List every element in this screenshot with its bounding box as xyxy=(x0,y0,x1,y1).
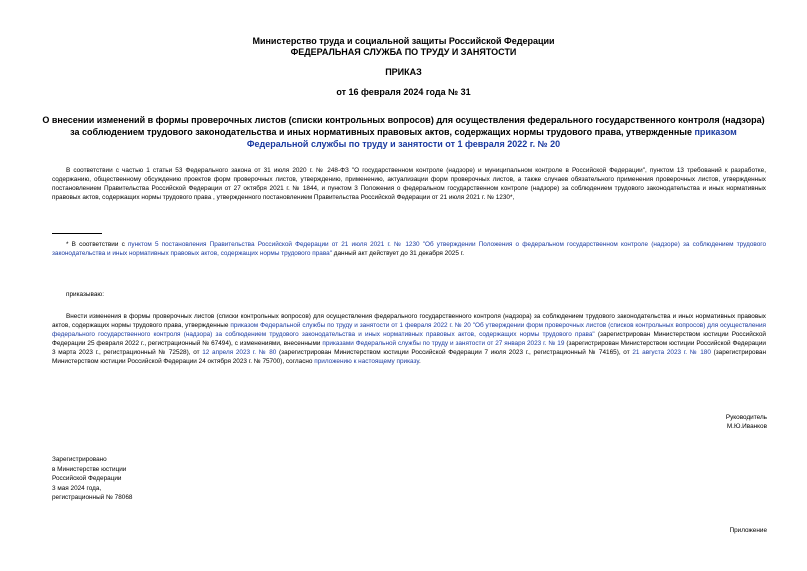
title-text: О внесении изменений в формы проверочных листов (списки контрольных вопросов) для осуществления федерального государственного контроля (надзора) за соблюдением трудового законодательства и иных нормативных правовых актов, содержащих нормы трудового права, утвержденные xyxy=(42,115,765,137)
body-text-4: (зарегистрирован Министерством юстиции Российской Федерации 7 июля 2023 г., регистрационный № 74165), от xyxy=(276,349,633,357)
body-link-order-80[interactable]: 12 апреля 2023 г. № 80 xyxy=(202,349,277,357)
document-title xyxy=(40,114,767,150)
preamble-paragraph xyxy=(52,166,766,202)
body-text-2: (зарегистрирован Министерством юстиции Российской Федерации 25 февраля 2022 г., регистрационный № 67494), с изменениями, внесенными xyxy=(52,331,766,348)
attachment-label: Приложение xyxy=(729,527,767,534)
registration-line: Зарегистрировано xyxy=(52,456,107,463)
footnote-link[interactable]: пунктом 5 постановления Правительства Российской Федерации от 21 июля 2021 г. № 1230 "Об утверждении Положения о федеральном государственном контроле (надзоре) за соблюдением трудового законодательства и иных нормативных правовых актов, содержащих нормы трудового права" xyxy=(52,241,766,258)
signature-position: Руководитель xyxy=(725,414,767,421)
footnote-paragraph xyxy=(52,240,766,258)
body-text-3: (зарегистрирован Министерством юстиции Российской Федерации 3 марта 2023 г., регистрационный № 72528), от xyxy=(52,340,766,357)
doc-type-heading: ПРИКАЗ xyxy=(385,67,422,77)
body-text-1: Внести изменения в формы проверочных листов (списки контрольных вопросов) для осуществления федерального государственного контроля (надзора) за соблюдением трудового законодательства и иных нормативных правовых актов, содержащих нормы трудового права, утвержденные xyxy=(52,313,766,330)
body-link-order-180[interactable]: 21 августа 2023 г. № 180 xyxy=(632,349,711,357)
preamble-text: В соответствии с частью 1 статьи 53 Федерального закона от 31 июля 2020 г. № 248-ФЗ "О государственном контроле (надзоре) и муниципальном контроле в Российской Федерации", пунктом 13 требований к разработке, содержанию, общественному обсуждению проектов форм проверочных листов, утверждению, применению, актуализации форм проверочных листов, а также случаев обязательного применения проверочных листов, утвержденных постановлением Правительства Российской Федерации от 27 октября 2021 г. № 1844, и пунктом 3 Положения о федеральном государственном контроле (надзоре) за соблюдением трудового законодательства и иных нормативных правовых актов, содержащих нормы трудового права , утвержденного постановлением Правительства Российской Федерации от 21 июля 2021 г. № 1230*, xyxy=(52,167,766,202)
signature-name: М.Ю.Иванков xyxy=(726,423,767,430)
footnote-separator xyxy=(52,233,102,234)
footnote-text-2: данный акт действует до 31 декабря 2025 г. xyxy=(331,250,464,258)
registration-line: Российской Федерации xyxy=(52,475,122,482)
body-paragraph xyxy=(52,312,766,367)
service-heading: ФЕДЕРАЛЬНАЯ СЛУЖБА ПО ТРУДУ И ЗАНЯТОСТИ xyxy=(290,47,517,57)
registration-block xyxy=(52,455,132,503)
body-link-order-19[interactable]: приказами Федеральной службы по труду и занятости от 27 января 2023 г. № 19 xyxy=(322,340,565,348)
registration-line: в Министерстве юстиции xyxy=(52,465,127,473)
body-link-appendix[interactable]: приложению к настоящему приказу xyxy=(314,358,419,366)
title-link[interactable]: приказом Федеральной службы по труду и занятости от 1 февраля 2022 г. № 20 xyxy=(246,127,737,149)
registration-line: регистрационный № 78068 xyxy=(52,494,133,501)
body-link-order-20[interactable]: приказом Федеральной службы по труду и занятости от 1 февраля 2022 г. № 20 "Об утверждении форм проверочных листов (списков контрольных вопросов) для осуществления федерального государственного контроля (надзора) за соблюдением трудового законодательства и иных нормативных правовых актов, содержащих нормы трудового права" xyxy=(52,322,766,339)
date-number-heading: от 16 февраля 2024 года № 31 xyxy=(336,87,471,97)
body-text-5: (зарегистрирован Министерством юстиции Российской Федерации 24 октября 2023 г. № 75700), согласно xyxy=(52,349,766,366)
order-word: приказываю: xyxy=(66,291,104,298)
registration-line: 3 мая 2024 года, xyxy=(52,484,102,492)
ministry-heading: Министерство труда и социальной защиты Российской Федерации xyxy=(252,36,555,46)
body-text-6: . xyxy=(418,358,421,366)
footnote-text-1: * В соответствии с xyxy=(66,241,128,248)
